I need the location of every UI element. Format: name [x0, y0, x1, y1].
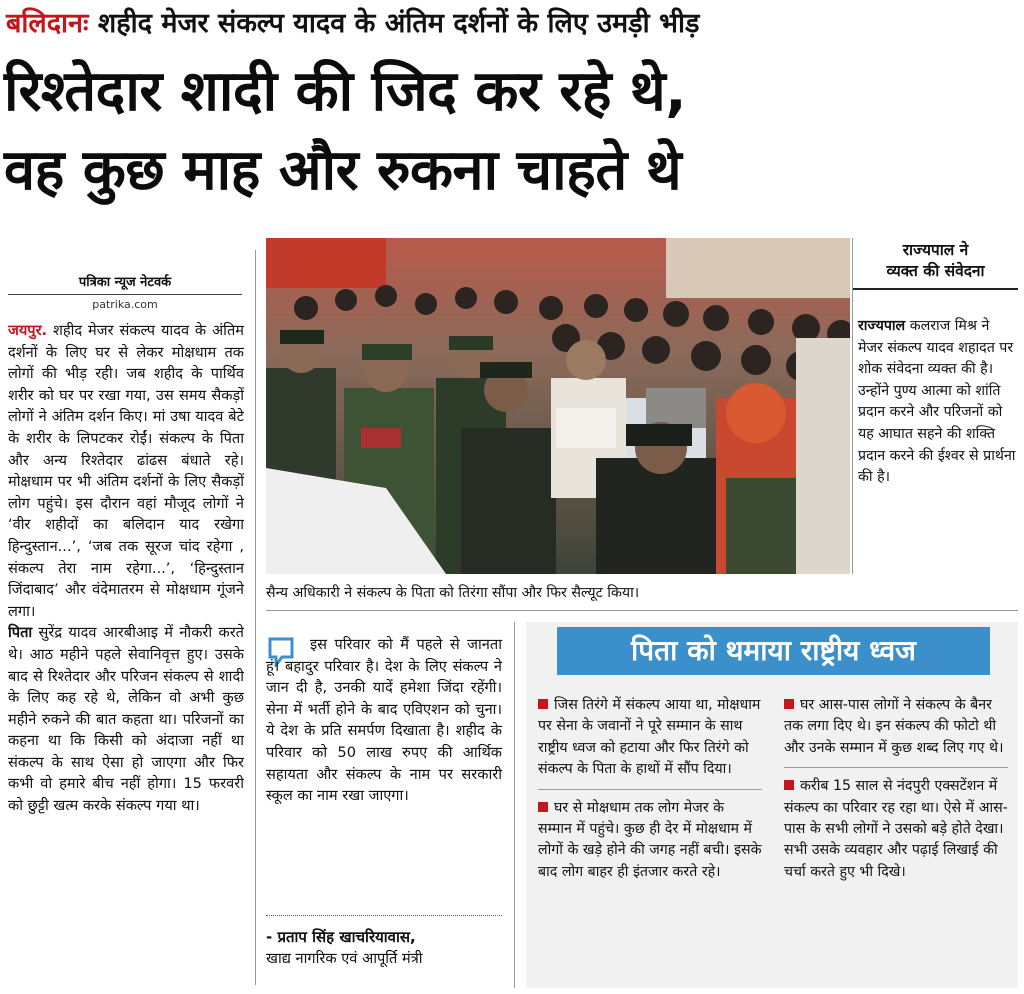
square-bullet-icon — [538, 802, 548, 812]
byline-site: patrika.com — [92, 298, 158, 311]
story-para-2 — [8, 622, 244, 816]
byline: पत्रिका न्यूज नेटवर्क — [8, 272, 242, 295]
section-divider — [266, 610, 1018, 611]
story-para-1 — [8, 320, 244, 622]
sidebar-title — [853, 240, 1018, 282]
dateline: जयपुर. — [8, 322, 48, 339]
panel-item — [538, 695, 762, 781]
sidebar-body — [858, 316, 1018, 489]
quote-divider — [266, 915, 502, 916]
panel-item — [784, 776, 1008, 883]
panel-item-divider — [784, 767, 1008, 768]
quote-author: - प्रताप सिंह खाचरियावास, — [266, 928, 416, 946]
headline — [4, 52, 1019, 210]
quote-column-divider — [514, 622, 515, 988]
kicker — [6, 4, 1016, 44]
panel-item-text: घर से मोक्षधाम तक लोग मेजर के सम्मान में पहुंचे। कुछ ही देर में मोक्षधाम में लोगों के खड़े होने की जगह नहीं बची। इसके बाद लोग बाहर ही इंतजार करते रहे। — [538, 799, 762, 880]
kicker-text: शहीद मेजर संकल्प यादव के अंतिम दर्शनों के लिए उमड़ी भीड़ — [88, 8, 700, 39]
kicker-tag: बलिदानः — [6, 8, 89, 39]
story-para-1-text: शहीद मेजर संकल्प यादव के अंतिम दर्शनों के लिए घर से लेकर मोक्षधाम तक लोगों की भीड़ रही। जब शहीद के पार्थिव शरीर को घर पर रखा गया, उस समय सैकड़ों लोगों ने अंतिम दर्शन किए। मां उषा यादव बेटे के शरीर के लिपटकर रोईं। संकल्प के पिता और अन्य रिश्तेदार ढांढस बंधाते रहे। मोक्षधाम पर भी अंतिम दर्शनों के लिए सैकड़ों लोग पहुंचे। इस दौरान वहां मौजूद लोगों ने ‘वीर शहीदों का बलिदान याद रखेगा हिन्दुस्तान...’, ‘जब तक सूरज चांद रहेगा , संकल्प तेरा नाम रहेगा...’, ‘हिन्दुस्तान जिंदाबाद’ और वंदेमातरम से मोक्षधाम गूंजने लगा। — [8, 322, 244, 620]
panel-item — [538, 798, 762, 884]
main-story — [8, 320, 244, 985]
panel-column-right — [784, 695, 1008, 883]
panel-item — [784, 695, 1008, 759]
sidebar-title-underline — [853, 288, 1018, 290]
column-divider — [255, 250, 256, 985]
quote-text: इस परिवार को मैं पहले से जानता हूं। बहादुर परिवार है। देश के लिए संकल्प ने जान दी है, उनकी यादें हमेशा जिंदा रहेंगी। सेना में भर्ती होने के बाद एविएशन को चुना। ये देश के प्रति समर्पण दिखाता है। शहीद के परिवार को 50 लाख रुपए की आर्थिक सहायता और संकल्प के नाम पर सरकारी स्कूल का नाम रखा जाएगा। — [266, 636, 502, 805]
sidebar-lead: राज्यपाल — [858, 318, 906, 334]
square-bullet-icon — [784, 780, 794, 790]
news-photo — [266, 238, 850, 574]
square-bullet-icon — [784, 699, 794, 709]
sidebar-title-line-1: राज्यपाल ने — [902, 241, 969, 259]
story-para-2-lead: पिता — [8, 624, 33, 642]
crowd-photo-illustration — [266, 238, 850, 574]
panel-item-divider — [538, 789, 762, 790]
photo-caption: सैन्य अधिकारी ने संकल्प के पिता को तिरंगा सौंपा और फिर सैल्यूट किया। — [266, 585, 640, 601]
sidebar-title-line-2: व्यक्त की संवेदना — [886, 262, 985, 280]
headline-line-2: वह कुछ माह और रुकना चाहते थे — [4, 138, 682, 203]
story-para-2-text: सुरेंद्र यादव आरबीआइ में नौकरी करते थे। आठ महीने पहले सेवानिवृत्त हुए। उसके बाद से रिश्तेदार और परिजन संकल्प से शादी के लिए कह रहे थे, लेकिन वो अभी कुछ महीने रुकने की बात कहता था। परिजनों का कहना था कि किसी को अंदाजा नहीं था संकल्प के साथ ऐसा हो जाएगा और फिर कभी वो हमारे बीच नहीं होगा। 15 फरवरी को छुट्टी खत्म करके संकल्प गया था। — [8, 624, 244, 815]
panel-item-text: घर आस-पास लोगों ने संकल्प के बैनर तक लगा दिए थे। इन संकल्प की फोटो थी और उनके सम्मान में कुछ शब्द लिए गए थे। — [784, 697, 1004, 756]
headline-line-1: रिश्तेदार शादी की जिद कर रहे थे, — [4, 59, 686, 124]
sidebar-text: कलराज मिश्र ने मेजर संकल्प यादव शहादत पर शोक संवेदना व्यक्त की है। उन्होंने पुण्य आत्मा को शांति प्रदान करने और परिजनों को यह आघात सहने की शक्ति प्रदान करने की ईश्वर से प्रार्थना की है। — [858, 318, 1016, 486]
panel-item-text: जिस तिरंगे में संकल्प आया था, मोक्षधाम पर सेना के जवानों ने पूरे सम्मान के साथ राष्ट्रीय ध्वज को हटाया और फिर तिरंगे को संकल्प के पिता के हाथों में सौंप दिया। — [538, 697, 761, 778]
panel-title: पिता को थमाया राष्ट्रीय ध्वज — [557, 627, 990, 675]
panel-column-left — [538, 695, 762, 883]
quote-author-role: खाद्य नागरिक एवं आपूर्ति मंत्री — [266, 950, 423, 967]
square-bullet-icon — [538, 699, 548, 709]
panel-item-text: करीब 15 साल से नंदपुरी एक्सटेंशन में संकल्प का परिवार रह रहा था। ऐसे में आस-पास के सभी लोगों ने उसको बड़े होते देखा। सभी उसके व्यवहार और पढ़ाई लिखाई की चर्चा करते हुए भी दिखे। — [784, 778, 1008, 880]
